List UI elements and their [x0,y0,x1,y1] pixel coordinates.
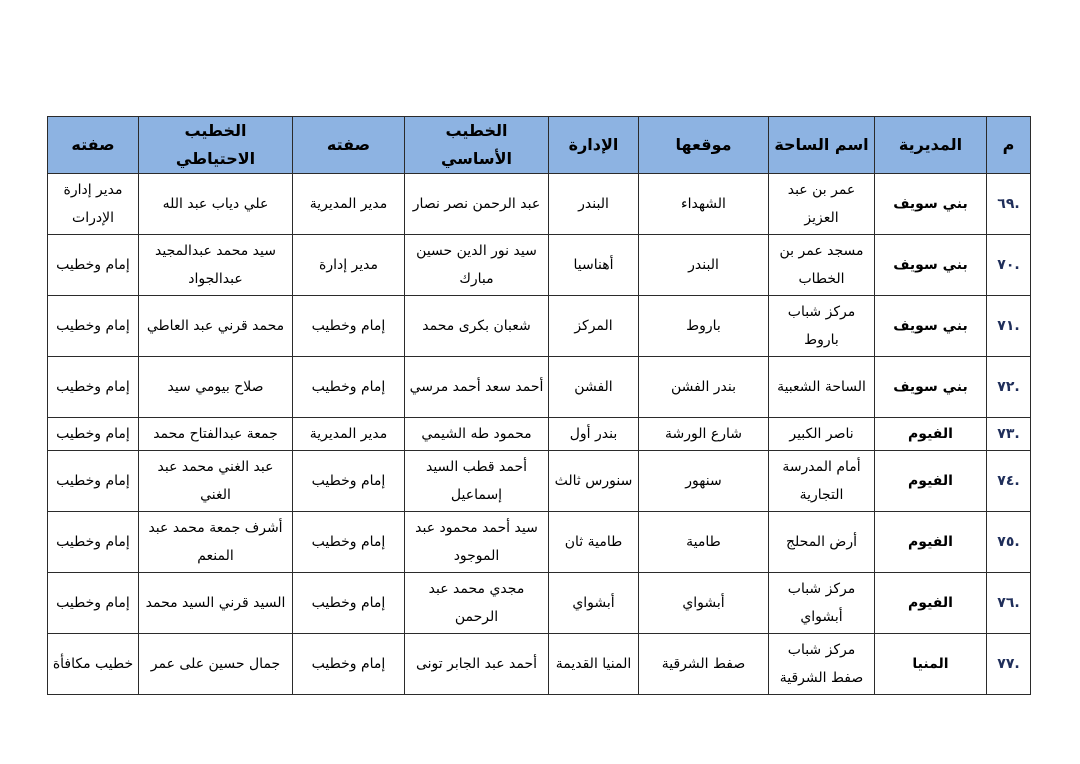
directorate-cell: الفيوم [875,573,987,634]
square-name-cell: مركز شباب باروط [769,296,875,357]
backup-title-cell: خطيب مكافأة [48,634,139,695]
administration-cell: المركز [549,296,639,357]
backup-title-cell: مدير إدارة الإدرات [48,174,139,235]
main-preacher-cell: سيد نور الدين حسين مبارك [405,235,549,296]
main-preacher-cell: مجدي محمد عبد الرحمن [405,573,549,634]
administration-cell: الفشن [549,357,639,418]
col-header-square-name: اسم الساحة [769,117,875,174]
backup-preacher-cell: السيد قرني السيد محمد [139,573,293,634]
col-header-number: م [987,117,1031,174]
location-cell: سنهور [639,451,769,512]
location-cell: بندر الفشن [639,357,769,418]
main-title-cell: إمام وخطيب [293,451,405,512]
square-name-cell: الساحة الشعبية [769,357,875,418]
location-cell: شارع الورشة [639,418,769,451]
administration-cell: أبشواي [549,573,639,634]
col-header-administration: الإدارة [549,117,639,174]
table-row [48,512,1031,573]
administration-cell: المنيا القديمة [549,634,639,695]
table-row [48,634,1031,695]
location-cell: صفط الشرقية [639,634,769,695]
main-title-cell: مدير إدارة [293,235,405,296]
table-row [48,174,1031,235]
main-title-cell: إمام وخطيب [293,296,405,357]
backup-title-cell: إمام وخطيب [48,573,139,634]
col-header-backup-title: صفته [48,117,139,174]
col-header-location: موقعها [639,117,769,174]
backup-preacher-cell: أشرف جمعة محمد عبد المنعم [139,512,293,573]
header-row [48,117,1031,174]
backup-title-cell: إمام وخطيب [48,296,139,357]
directorate-cell: بني سويف [875,235,987,296]
backup-title-cell: إمام وخطيب [48,451,139,512]
table-row [48,573,1031,634]
directorate-cell: بني سويف [875,296,987,357]
administration-cell: أهناسيا [549,235,639,296]
square-name-cell: مسجد عمر بن الخطاب [769,235,875,296]
backup-preacher-cell: محمد قرني عبد العاطي [139,296,293,357]
row-number: ٦٩. [987,174,1031,235]
col-header-main-title: صفته [293,117,405,174]
col-header-main-preacher: الخطيب الأساسي [405,117,549,174]
main-title-cell: إمام وخطيب [293,357,405,418]
backup-title-cell: إمام وخطيب [48,235,139,296]
table-row [48,296,1031,357]
imams-table [47,116,1031,695]
administration-cell: طامية ثان [549,512,639,573]
location-cell: أبشواي [639,573,769,634]
backup-title-cell: إمام وخطيب [48,512,139,573]
main-title-cell: إمام وخطيب [293,512,405,573]
location-cell: باروط [639,296,769,357]
main-preacher-cell: أحمد سعد أحمد مرسي [405,357,549,418]
administration-cell: البندر [549,174,639,235]
directorate-cell: المنيا [875,634,987,695]
backup-preacher-cell: صلاح بيومي سيد [139,357,293,418]
main-title-cell: إمام وخطيب [293,634,405,695]
directorate-cell: الفيوم [875,418,987,451]
location-cell: البندر [639,235,769,296]
main-preacher-cell: سيد أحمد محمود عبد الموجود [405,512,549,573]
directorate-cell: الفيوم [875,451,987,512]
square-name-cell: مركز شباب صفط الشرقية [769,634,875,695]
main-title-cell: إمام وخطيب [293,573,405,634]
table-row [48,235,1031,296]
directorate-cell: الفيوم [875,512,987,573]
main-title-cell: مدير المديرية [293,174,405,235]
row-number: ٧٧. [987,634,1031,695]
row-number: ٧٥. [987,512,1031,573]
main-preacher-cell: محمود طه الشيمي [405,418,549,451]
main-preacher-cell: عبد الرحمن نصر نصار [405,174,549,235]
table-row [48,418,1031,451]
backup-preacher-cell: جمعة عبدالفتاح محمد [139,418,293,451]
table-row [48,357,1031,418]
square-name-cell: أرض المحلج [769,512,875,573]
main-preacher-cell: شعبان بكرى محمد [405,296,549,357]
col-header-directorate: المديرية [875,117,987,174]
backup-preacher-cell: سيد محمد عبدالمجيد عبدالجواد [139,235,293,296]
row-number: ٧٢. [987,357,1031,418]
square-name-cell: أمام المدرسة التجارية [769,451,875,512]
directorate-cell: بني سويف [875,174,987,235]
directorate-cell: بني سويف [875,357,987,418]
col-header-backup-preacher: الخطيب الاحتياطي [139,117,293,174]
backup-preacher-cell: جمال حسين على عمر [139,634,293,695]
main-preacher-cell: أحمد قطب السيد إسماعيل [405,451,549,512]
backup-preacher-cell: عبد الغني محمد عبد الغني [139,451,293,512]
row-number: ٧٤. [987,451,1031,512]
square-name-cell: عمر بن عبد العزيز [769,174,875,235]
row-number: ٧٠. [987,235,1031,296]
main-preacher-cell: أحمد عبد الجابر تونى [405,634,549,695]
location-cell: طامية [639,512,769,573]
square-name-cell: مركز شباب أبشواي [769,573,875,634]
table-row [48,451,1031,512]
backup-title-cell: إمام وخطيب [48,357,139,418]
administration-cell: بندر أول [549,418,639,451]
main-title-cell: مدير المديرية [293,418,405,451]
backup-preacher-cell: علي دياب عبد الله [139,174,293,235]
square-name-cell: ناصر الكبير [769,418,875,451]
location-cell: الشهداء [639,174,769,235]
row-number: ٧١. [987,296,1031,357]
backup-title-cell: إمام وخطيب [48,418,139,451]
row-number: ٧٣. [987,418,1031,451]
administration-cell: سنورس ثالث [549,451,639,512]
row-number: ٧٦. [987,573,1031,634]
